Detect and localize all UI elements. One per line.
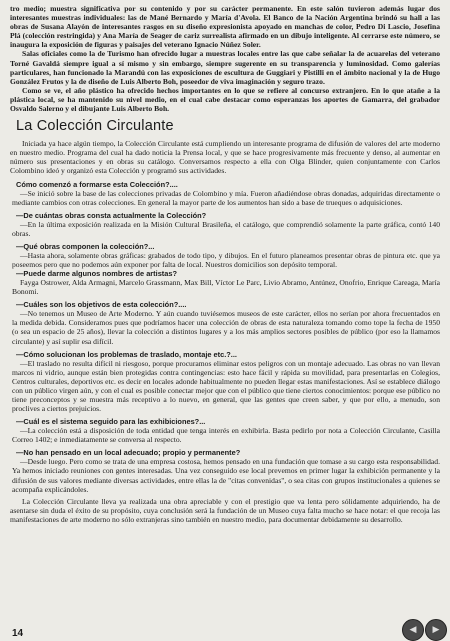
qa-7 [10, 417, 440, 444]
chevron-right-icon: ▶ [432, 625, 440, 635]
article-page [10, 4, 440, 636]
prev-page-button[interactable] [402, 619, 424, 641]
question: —Cuál es el sistema seguido para las exhibiciones?... [16, 417, 206, 427]
answer: —No tenemos un Museo de Arte Moderno. Y aún cuando tuviésemos museos de este carácter, ellos no serían por ahora frecuentados en la medida debida. Consideramos pues que podríamos hacer una colección de obras de esta naturaleza tomando como tope la fecha de 1950 (o sea un espacio de 25 años), llevar la colección a distintos lugares y a los más amplios sectores posibles de público (por eso la llamamos circulante) y así suplir esa difícil. [12, 309, 440, 346]
intro-paragraph-3: Como se ve, el año plástico ha ofrecido hechos importantes en lo que se refiere al concurso extranjero. En lo que atañe a la plástica local, se ha mantenido su nivel medio, en el cual cabe destacar como esperanzas los aportes de Gamarra, del grabador Osvaldo Salerno y el dibujante Luis Alberto Boh. [10, 85, 440, 114]
qa-2 [10, 211, 440, 238]
qa-6 [10, 350, 440, 414]
section-title: La Colección Circulante [16, 118, 174, 135]
qa-8 [10, 448, 440, 493]
answer: —Hasta ahora, solamente obras gráficas: grabados de todo tipo, y dibujos. En el futuro planeamos presentar obras de pintura etc. que ya poseemos pero que no podemos aún exponer por falta de local. Nuestros domicilios son depósito temporal. [12, 250, 440, 269]
question: —Cuáles son los objetivos de esta colección?.... [16, 300, 187, 310]
intro-paragraph-2: Salas oficiales como la de Turismo han ofrecido lugar a muestras locales entre las que cabe señalar la de acuarelas del veterano Torné Gavaldá siempre igual a sí mismo y sin embargo, siempre sugerente en su transparencia y luminosidad. Como galerías particulares, han funcionado la Marandú con las exposiciones de escultura de Guggiari y Pistilli en el ámbito nacional y la de Hugo González Frutos y la de diseño de Luis Alberto Boh, poseedor de viva imaginación y seguro trazo. [10, 49, 440, 86]
intro-paragraph-1: tro medio; muestra significativa por su contenido y por su carácter permanente. En este salón tuvieron además lugar dos interesantes muestras individuales: las de Mané Bernardo y María d'Avola. El Banco de la Nación Argentina brindó su hall a las obras de Susana Alayón de interesantes rasgos en su diseño expresionista apoyado en manchas de color, Pedro Di Lascio, Josefina Plá (colección restringida) y Ana María de Seager de cariz surrealista afirmado en un dibujo inteligente. Al cerrarse este número, se inaugura la exposición de figuras y paisajes del veterano Ignacio Núñez Soler. [10, 4, 440, 50]
answer: —Se inició sobre la base de las colecciones privadas de Colombino y mía. Fueron añadiéndose obras donadas, adquiridas directamente o mediante cambios con otras colecciones. En general la mayor parte de los aumentos han sido a base de trueques o adquisiciones. [12, 188, 440, 207]
answer: —Desde luego. Pero como se trata de una empresa costosa, hemos pensado en una fundación que tomase a su cargo esta responsabilidad. Ya hemos iniciado reuniones con gentes interesadas. Una vez conseguido ese local prevemos en primer lugar la exhibición permanente y la difusión de sus valores mediante diversas actividades, entre ellas la de "citas convenidas", o sea citas con grupos institucionales a quienes se acompaña explicándoles. [12, 457, 440, 494]
question: —De cuántas obras consta actualmente la Colección? [16, 210, 207, 220]
question: —Qué obras componen la colección?... [16, 241, 155, 251]
answer: —En la última exposición realizada en la Misión Cultural Brasileña, el catálogo, que comprendió solamente la parte gráfica, contó 140 obras. [12, 219, 440, 238]
answer: —La colección está a disposición de toda entidad que tenga interés en exhibirla. Basta pedirlo por nota a Colección Circulante, Casilla Correo 1402; e inmediatamente se conversa al respecto. [12, 426, 440, 445]
page-number: 14 [12, 628, 24, 639]
closing-paragraph: La Colección Circulante lleva ya realizada una obra apreciable y con el prestigio que va lenta pero sólidamente adquiriendo, ha de asentarse sin duda el éxito de su propósito, cuya conclusión será la fundación de un Museo cuya falta mucho se hace notar: el que recoja las manifestaciones de arte moderno no sólo extranjeras sino también en nuestro medio, para documentar debidamente su desarrollo. [10, 496, 440, 524]
question: —Puede darme algunos nombres de artistas? [16, 269, 177, 279]
next-page-button[interactable] [425, 619, 447, 641]
answer: Fayga Ostrower, Alda Armagni, Marcelo Grassmann, Max Bill, Víctor Le Parc, Livio Abramo, Antúnez, Onofrio, Enrique Careaga, María Bonomi. [12, 278, 440, 297]
qa-5 [10, 300, 440, 345]
qa-3 [10, 242, 440, 269]
answer: —El traslado no resulta difícil ni riesgoso, porque procuramos eliminar estos peligros con un montaje adecuado. Las obras no van llevan marcos ni vidrio, aunque están bien protegidas contra contingencias: esto hace fácil y rápida su movilidad, para presentarlas en Colegios, Centros culturales, deportivos etc. es decir en locales adonde habitualmente no pueden llegar estas manifestaciones. Así se establece diálogo con un público virgen aún, y con el cual es posible conectar mejor que con el público que tiene ciertos conocimientos: porque ese público no tiene preconceptos y se muestra más receptivo a lo nuevo, en general, que las gentes que creen saber, y que por ello, a menudo, son proclives a ciertos prejuicios. [12, 358, 440, 414]
question: —Cómo solucionan los problemas de traslado, montaje etc.?... [16, 349, 237, 359]
question: Cómo comenzó a formarse esta Colección?.... [16, 179, 178, 189]
qa-1 [10, 180, 440, 207]
question: —No han pensado en un local adecuado; propio y permanente? [16, 448, 241, 458]
chevron-left-icon: ◀ [409, 625, 417, 635]
qa-4 [10, 269, 440, 296]
section-lead: Iniciada ya hace algún tiempo, la Colección Circulante está cumpliendo un interesante programa de difusión de valores del arte moderno en nuestro medio. Programa del cual ha dado noticia la Prensa local, y que se hace progresivamente más frecuente y denso, al aumentar en número sus presentaciones y en obras su catálogo. Conversamos respecto a ella con Olga Blinder, quien conjuntamente con Carlos Colombino ideó y organizó esta Colección y programó sus actividades. [10, 139, 440, 176]
